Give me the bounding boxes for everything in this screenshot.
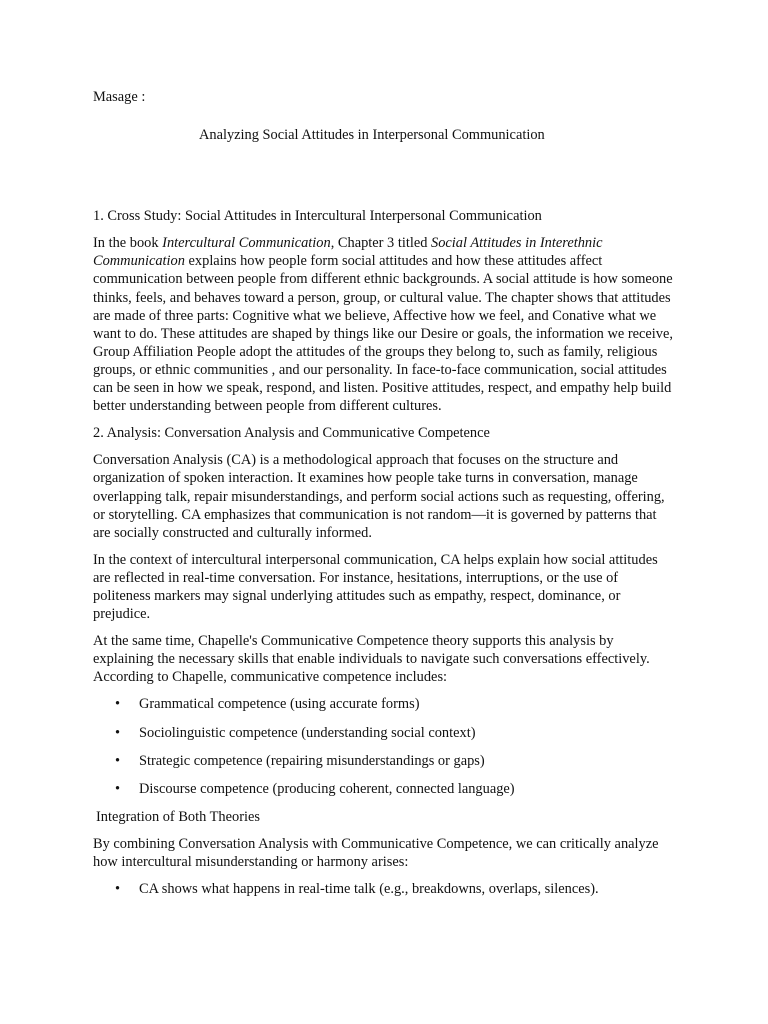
section2-paragraph-2: In the context of intercultural interpersonal communication, CA helps explain how social attitudes are reflected in real-time conversation. For instance, hesitations, interruptions, or the use of politeness markers may signal underlying attitudes such as empathy, respect, dominance, or prejudice. xyxy=(93,551,658,623)
bullet-icon: • xyxy=(115,780,121,797)
list-item xyxy=(93,695,676,713)
integration-paragraph: By combining Conversation Analysis with Communicative Competence, we can critically analyze how intercultural misunderstanding or harmony arises: xyxy=(93,835,659,870)
list-item xyxy=(93,780,676,798)
list-item-text: Strategic competence (repairing misunderstandings or gaps) xyxy=(139,752,485,769)
masage-label: Masage : xyxy=(93,89,146,105)
bullet-icon: • xyxy=(115,696,121,713)
section1-text-b: , Chapter 3 titled xyxy=(330,235,432,252)
list-item-text: CA shows what happens in real-time talk (e.g., breakdowns, overlaps, silences). xyxy=(139,881,599,898)
book-title: Intercultural Communication xyxy=(162,235,331,252)
section1-paragraph xyxy=(93,234,676,415)
list-item xyxy=(93,752,676,770)
list-item-text: Discourse competence (producing coherent, connected language) xyxy=(139,780,515,797)
list-item-text: Sociolinguistic competence (understanding social context) xyxy=(139,724,476,741)
section1-text-c: explains how people form social attitudes and how these attitudes affect communication between people from different ethnic backgrounds. A social attitude is how someone thinks, feels, and behaves toward a person, group, or cultural value. The chapter shows that attitudes are made of three parts: Cognitive what we believe, Affective how we feel, and Conative what we want to do. These attitudes are shaped by things like our Desire or goals, the information we receive, Group Affiliation People adopt the attitudes of the groups they belong to, such as family, religious groups, or ethnic communities , and our personality. In face-to-face communication, social attitudes can be seen in how we speak, respond, and listen. Positive attitudes, respect, and empathy help build better understanding between people from different cultures. xyxy=(93,253,673,415)
section2-heading: 2. Analysis: Conversation Analysis and Communicative Competence xyxy=(93,425,490,442)
bullet-icon: • xyxy=(115,752,121,769)
integration-list xyxy=(93,880,676,898)
section2-paragraph-3: At the same time, Chapelle's Communicative Competence theory supports this analysis by explaining the necessary skills that enable individuals to navigate such conversations effectively. According to Chapelle, communicative competence includes: xyxy=(93,633,650,686)
document-title: Analyzing Social Attitudes in Interpersonal Communication xyxy=(199,127,545,144)
bullet-icon: • xyxy=(115,724,121,741)
list-item xyxy=(93,880,676,898)
section1-heading: 1. Cross Study: Social Attitudes in Intercultural Interpersonal Communication xyxy=(93,208,542,225)
competence-list xyxy=(93,695,676,797)
section1-text-a: In the book xyxy=(93,235,163,252)
list-item xyxy=(93,724,676,742)
integration-heading: Integration of Both Theories xyxy=(96,808,260,825)
chapter-title: Social Attitudes in Interethnic Communication xyxy=(93,235,603,270)
bullet-icon: • xyxy=(115,881,121,898)
section2-paragraph-1: Conversation Analysis (CA) is a methodological approach that focuses on the structure and organization of spoken interaction. It examines how people take turns in conversation, manage overlapping talk, repair misunderstandings, and perform social actions such as requesting, offering, or storytelling. CA emphasizes that communication is not random—it is governed by patterns that are socially constructed and culturally informed. xyxy=(93,452,665,541)
list-item-text: Grammatical competence (using accurate forms) xyxy=(139,696,420,713)
